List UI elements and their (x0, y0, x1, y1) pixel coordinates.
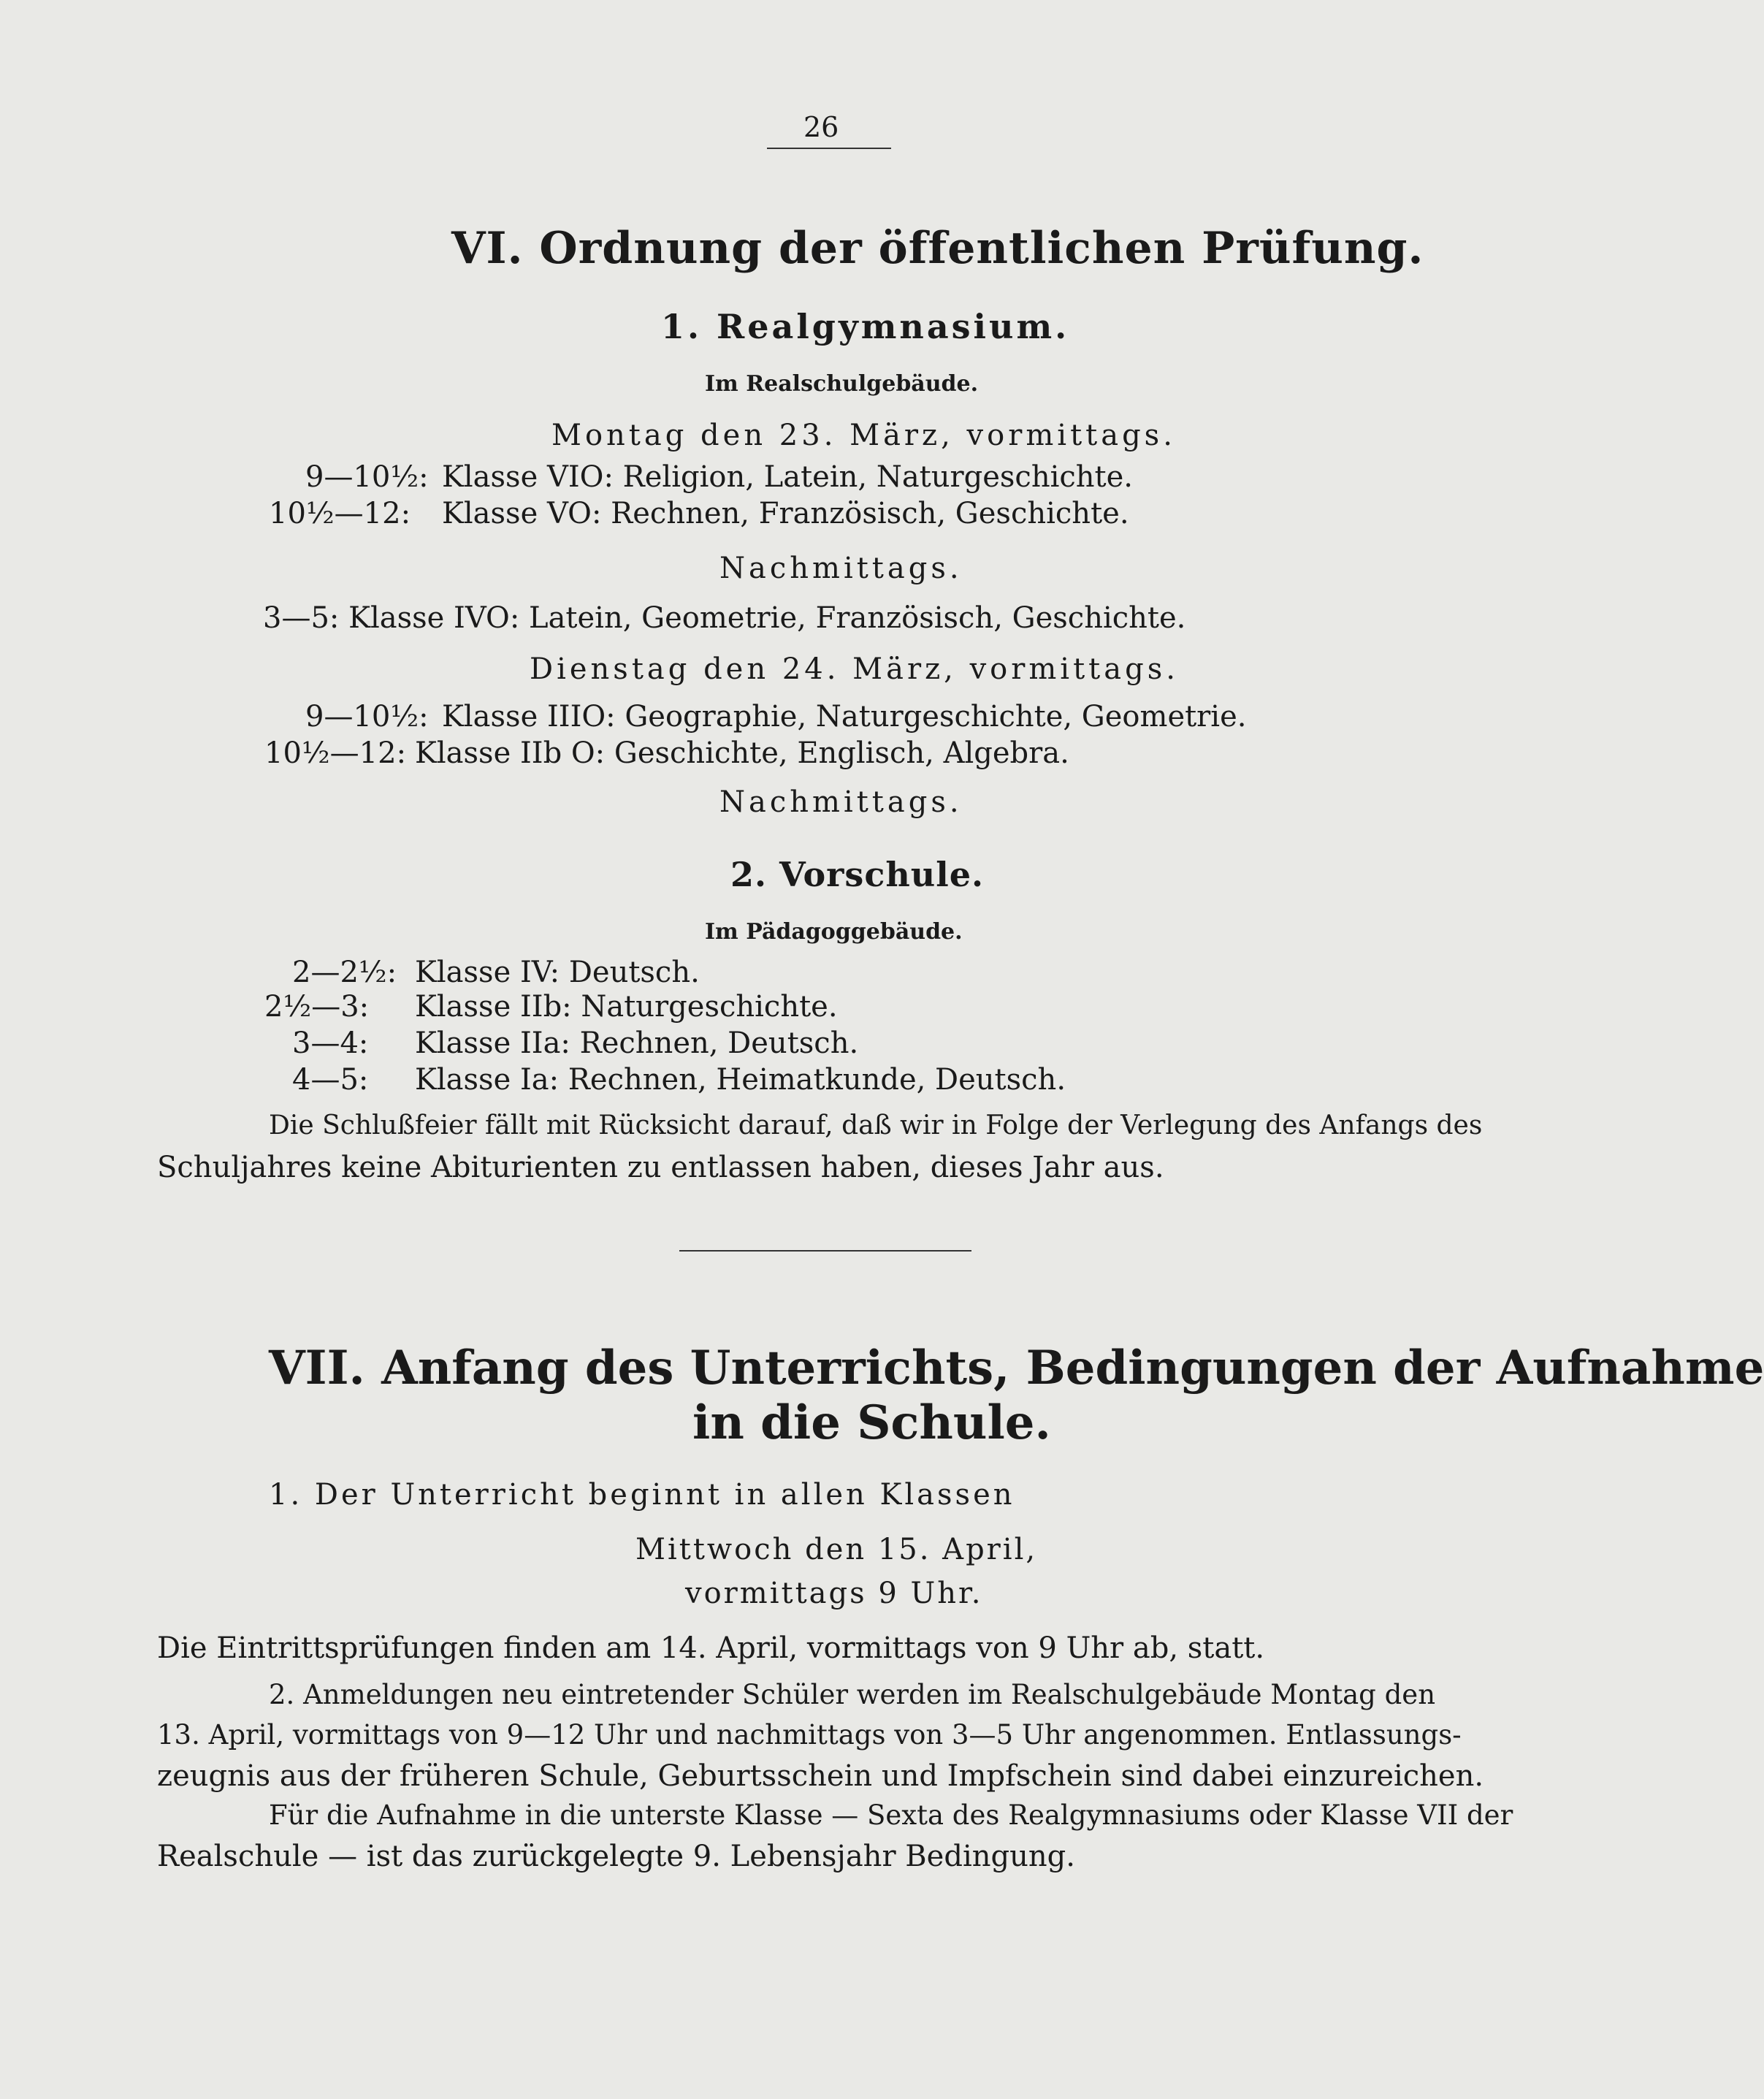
vorschule-row-4-time: 4—5: (292, 1063, 369, 1097)
s7-p1-exam: Die Eintrittsprüfungen finden am 14. April, vormittags von 9 Uhr ab, statt. (157, 1631, 1265, 1665)
s7-p3-line-1: Für die Aufnahme in die unterste Klasse — Sexta des Realgymnasiums oder Klasse VII der (269, 1799, 1513, 1831)
day1-row-1-text: Klasse VIO: Religion, Latein, Naturgeschichte. (442, 460, 1134, 494)
realgymnasium-building: Im Realschulgebäude. (705, 371, 979, 397)
vorschule-row-1-time: 2—2½: (292, 956, 397, 989)
s7-p2-line-1: 2. Anmeldungen neu eintretender Schüler werden im Realschulgebäude Montag den (269, 1679, 1436, 1710)
day1-row-1-time: 9—10½: (305, 460, 429, 494)
s7-p1-date: Mittwoch den 15. April, (635, 1533, 1038, 1566)
vorschule-row-3-time: 3—4: (292, 1026, 369, 1060)
s7-p2-line-3: zeugnis aus der früheren Schule, Geburtsschein und Impfschein sind dabei einzureichen. (157, 1759, 1484, 1793)
s7-p1-time: vormittags 9 Uhr. (685, 1577, 983, 1610)
afternoon1-row: 3—5: Klasse IVO: Latein, Geometrie, Französisch, Geschichte. (263, 601, 1186, 635)
afternoon2-heading: Nachmittags. (719, 785, 963, 819)
day2-heading: Dienstag den 24. März, vormittags. (530, 652, 1179, 686)
page-number-rule (767, 148, 891, 149)
closing-paragraph-line-1: Die Schlußfeier fällt mit Rücksicht darauf, daß wir in Folge der Verlegung des Anfangs des (269, 1111, 1483, 1140)
vorschule-row-3-text: Klasse IIa: Rechnen, Deutsch. (415, 1026, 859, 1060)
closing-paragraph-line-2: Schuljahres keine Abiturienten zu entlassen haben, dieses Jahr aus. (157, 1151, 1164, 1184)
day1-row-2-time: 10½—12: (269, 497, 411, 530)
vorschule-row-4-text: Klasse Ia: Rechnen, Heimatkunde, Deutsch. (415, 1063, 1066, 1097)
day1-row-2-text: Klasse VO: Rechnen, Französisch, Geschichte. (442, 497, 1129, 530)
vorschule-row-2-time: 2½—3: (264, 990, 370, 1024)
realgymnasium-heading: 1. Realgymnasium. (661, 307, 1070, 346)
vorschule-row-2-text: Klasse IIb: Naturgeschichte. (415, 990, 838, 1024)
day2-row-2-time: 10½—12: (264, 736, 407, 770)
day1-heading: Montag den 23. März, vormittags. (551, 419, 1176, 452)
section-7-title-line-2: in die Schule. (692, 1395, 1051, 1450)
vorschule-building: Im Pädagoggebäude. (705, 919, 963, 945)
section-6-title: VI. Ordnung der öffentlichen Prüfung. (451, 223, 1424, 274)
page-number: 26 (803, 111, 839, 143)
section-divider (679, 1250, 971, 1252)
s7-p1-line: 1. Der Unterricht beginnt in allen Klassen (269, 1478, 1015, 1512)
section-7-title-line-1: VII. Anfang des Unterrichts, Bedingungen der Aufnahme (269, 1341, 1764, 1395)
day2-row-1-text: Klasse IIIO: Geographie, Naturgeschichte, Geometrie. (442, 700, 1247, 734)
afternoon1-heading: Nachmittags. (719, 552, 963, 585)
vorschule-heading: 2. Vorschule. (730, 855, 984, 894)
day2-row-1-time: 9—10½: (305, 700, 429, 734)
s7-p2-line-2: 13. April, vormittags von 9—12 Uhr und nachmittags von 3—5 Uhr angenommen. Entlassungs- (157, 1719, 1462, 1751)
s7-p3-line-2: Realschule — ist das zurückgelegte 9. Lebensjahr Bedingung. (157, 1840, 1075, 1873)
vorschule-row-1-text: Klasse IV: Deutsch. (415, 956, 700, 989)
day2-row-2-text: Klasse IIb O: Geschichte, Englisch, Algebra. (415, 736, 1069, 770)
